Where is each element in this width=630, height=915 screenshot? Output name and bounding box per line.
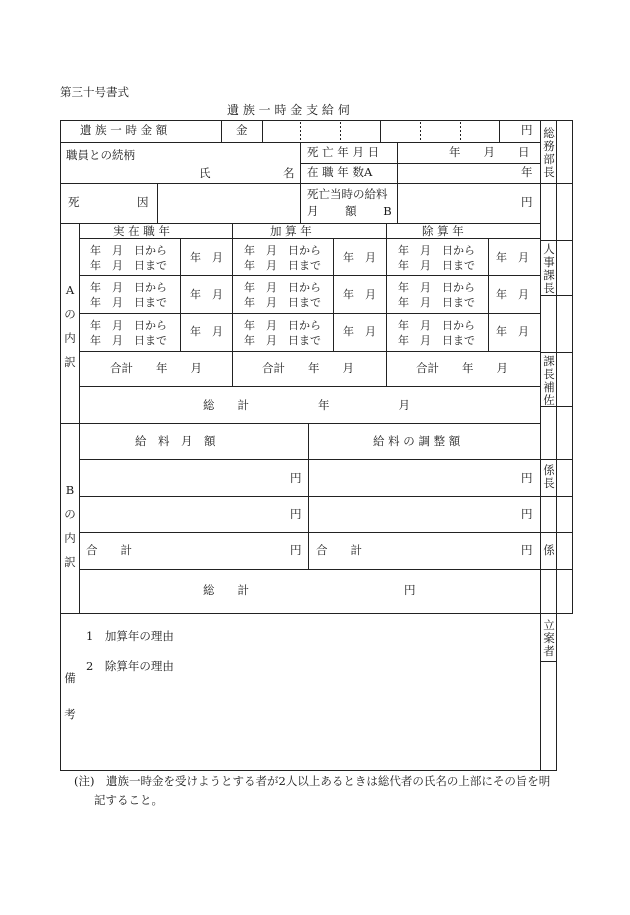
period-years: 年 月: [343, 325, 376, 338]
period-years: 年 月: [190, 251, 223, 264]
grand-total-b-yen: 円: [404, 583, 416, 597]
approval-personnel-section-chief: 人事課長: [543, 242, 555, 295]
service-years-label: 在 職 年 数A: [307, 165, 373, 179]
approval-general-affairs-director: 総務部長: [543, 126, 555, 179]
period-cell: 年 月 日から 年 月 日まで: [90, 281, 167, 309]
period-cell: 年 月 日から 年 月 日まで: [398, 244, 475, 272]
adjust-yen-1: 円: [521, 471, 533, 485]
adjust-total-label: 合 計: [316, 543, 362, 557]
approval-staff: 係: [543, 543, 555, 557]
grand-total-b-label: 総 計: [203, 583, 249, 597]
amount-yen-unit: 円: [521, 123, 533, 137]
col-salary-monthly-header: 給 料 月 額: [135, 434, 216, 448]
period-years: 年 月: [496, 251, 529, 264]
col-actual-header: 実 在 職 年: [113, 224, 170, 238]
cause-label-1: 死: [68, 195, 80, 209]
remarks-label: 備考: [64, 671, 76, 721]
subtotal-actual: 合計 年 月: [110, 361, 202, 375]
salary-label-2: 月 額 B: [307, 204, 392, 218]
cause-label-2: 因: [137, 195, 149, 209]
period-years: 年 月: [496, 325, 529, 338]
salary-yen-2: 円: [290, 507, 302, 521]
note-line-1: 遺族一時金を受けようとする者が2人以上あるときは総代者の氏名の上部にその旨を明: [106, 774, 551, 788]
subtotal-added: 合計 年 月: [262, 361, 354, 375]
adjust-total-yen: 円: [521, 543, 533, 557]
form-title: 遺 族 一 時 金 支 給 伺: [227, 103, 350, 117]
death-date-label: 死 亡 年 月 日: [307, 145, 380, 159]
period-years: 年 月: [190, 288, 223, 301]
note-prefix: (注): [74, 774, 95, 788]
subtotal-excluded: 合計 年 月: [416, 361, 508, 375]
salary-yen-unit: 円: [521, 195, 533, 209]
period-cell: 年 月 日から 年 月 日まで: [244, 244, 321, 272]
approval-assistant-chief: 課長補佐: [543, 354, 555, 407]
kin-label: 金: [236, 123, 248, 137]
section-b-label: Bの内訳: [64, 483, 76, 569]
salary-yen-1: 円: [290, 471, 302, 485]
period-years: 年 月: [343, 251, 376, 264]
period-cell: 年 月 日から 年 月 日まで: [90, 244, 167, 272]
period-years: 年 月: [190, 325, 223, 338]
form-number: 第三十号書式: [60, 85, 129, 99]
period-years: 年 月: [343, 288, 376, 301]
salary-total-yen: 円: [290, 543, 302, 557]
section-a-label: Aの内訳: [64, 283, 76, 369]
approval-drafter: 立案者: [543, 618, 555, 658]
remark-2: 2 除算年の理由: [86, 659, 174, 673]
period-cell: 年 月 日から 年 月 日まで: [244, 319, 321, 347]
period-years: 年 月: [496, 288, 529, 301]
period-cell: 年 月 日から 年 月 日まで: [398, 319, 475, 347]
grand-total-a: 総 計 年 月: [203, 398, 410, 412]
amount-label: 遺 族 一 時 金 額: [80, 123, 168, 137]
col-added-header: 加 算 年: [270, 224, 312, 238]
col-salary-adjust-header: 給 料 の 調 整 額: [373, 434, 461, 448]
remark-1: 1 加算年の理由: [86, 629, 174, 643]
adjust-yen-2: 円: [521, 507, 533, 521]
salary-total-label: 合 計: [86, 543, 132, 557]
salary-label-1: 死亡当時の給料: [307, 187, 388, 201]
name-label-1: 氏: [199, 166, 211, 180]
period-cell: 年 月 日から 年 月 日まで: [398, 281, 475, 309]
col-excluded-header: 除 算 年: [422, 224, 464, 238]
note-line-2: 記すること。: [94, 793, 163, 807]
approval-subsection-chief: 係長: [543, 463, 555, 490]
service-years-unit: 年: [521, 165, 533, 179]
period-cell: 年 月 日から 年 月 日まで: [90, 319, 167, 347]
relation-label: 職員との続柄: [66, 148, 135, 162]
period-cell: 年 月 日から 年 月 日まで: [244, 281, 321, 309]
name-label-2: 名: [283, 166, 295, 180]
death-date-value: 年 月 日: [449, 145, 530, 159]
